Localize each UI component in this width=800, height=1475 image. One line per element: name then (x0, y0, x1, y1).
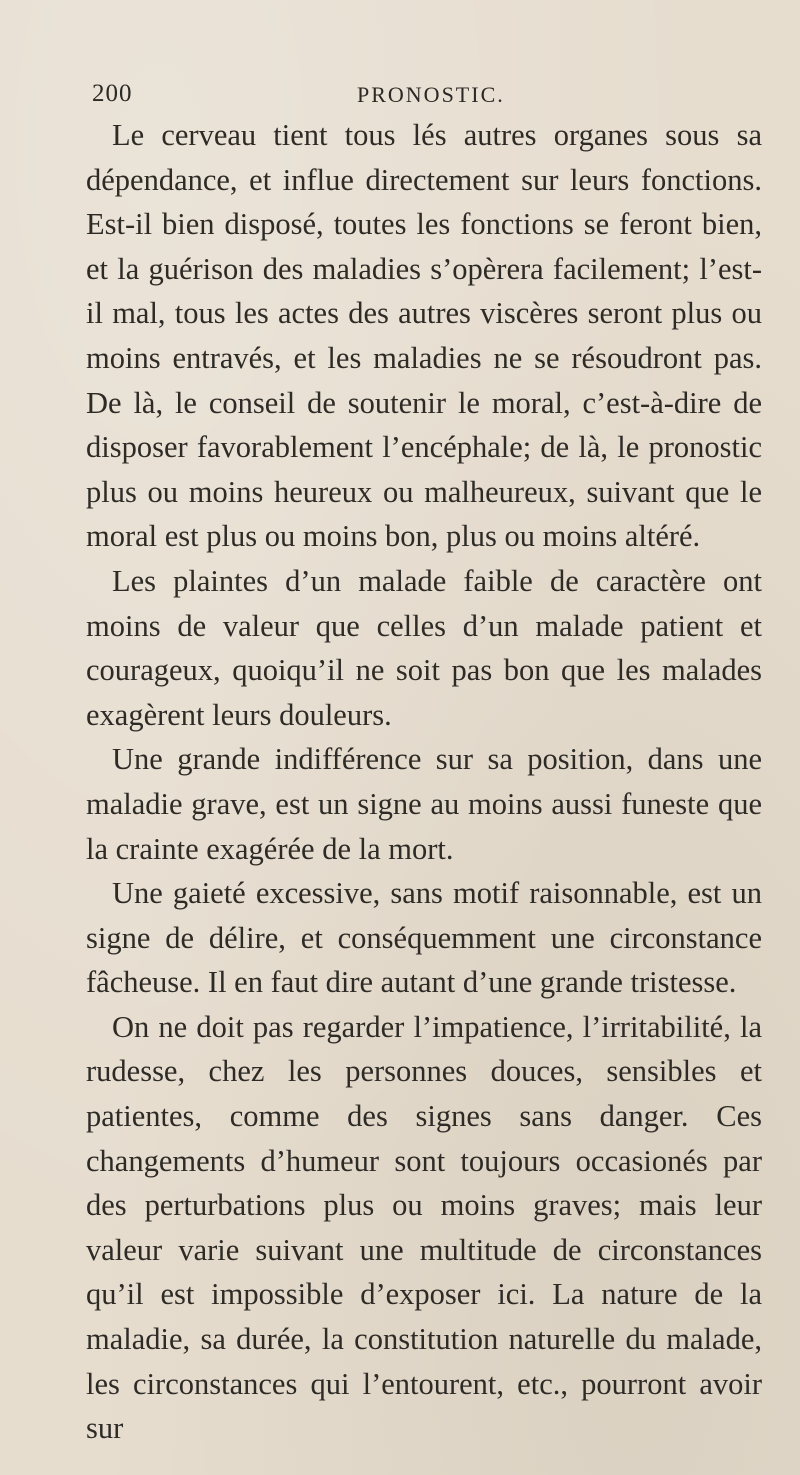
paragraph-2: Les plaintes d’un malade faible de caractère ont moins de valeur que celles d’un malade patient et courageux, quoiqu’il ne soit pas bon que les malades exagèrent leurs douleurs. (86, 563, 762, 732)
paragraph-3: Une grande indifférence sur sa position, dans une maladie grave, est un signe au moins aussi funeste que la crainte exagérée de la mort. (86, 742, 762, 866)
page-number: 200 (92, 80, 133, 107)
paragraph-5: On ne doit pas regarder l’impatience, l’irritabilité, la rudesse, chez les personnes douces, sensibles et patientes, comme des signes sans danger. Ces changements d’humeur sont toujours occasionés par des perturbations plus ou moins graves; mais leur valeur varie suivant une multitude de circonstances qu’il est impossible d’exposer ici. La nature de la maladie, sa durée, la constitution naturelle du malade, les circonstances qui l’entourent, etc., pourront avoir sur (86, 1009, 762, 1446)
paragraph-4: Une gaieté excessive, sans motif raisonnable, est un signe de délire, et conséquemment une circonstance fâcheuse. Il en faut dire autant d’une grande tristesse. (86, 876, 762, 1000)
running-head: PRONOSTIC. (357, 82, 505, 107)
paragraph-1: Le cerveau tient tous lés autres organes sous sa dépendance, et influe directement sur leurs fonctions. Est-il bien disposé, toutes les fonctions se feront bien, et la guérison des maladies s’opèrera facilement; l’est-il mal, tous les actes des autres viscères seront plus ou moins entravés, et les maladies ne se résoudront pas. De là, le conseil de soutenir le moral, c’est-à-dire de disposer favorablement l’encéphale; de là, le pronostic plus ou moins heureux ou malheureux, suivant que le moral est plus ou moins bon, plus ou moins altéré. (86, 118, 762, 554)
page-header (82, 80, 762, 116)
body-text (86, 113, 762, 1451)
